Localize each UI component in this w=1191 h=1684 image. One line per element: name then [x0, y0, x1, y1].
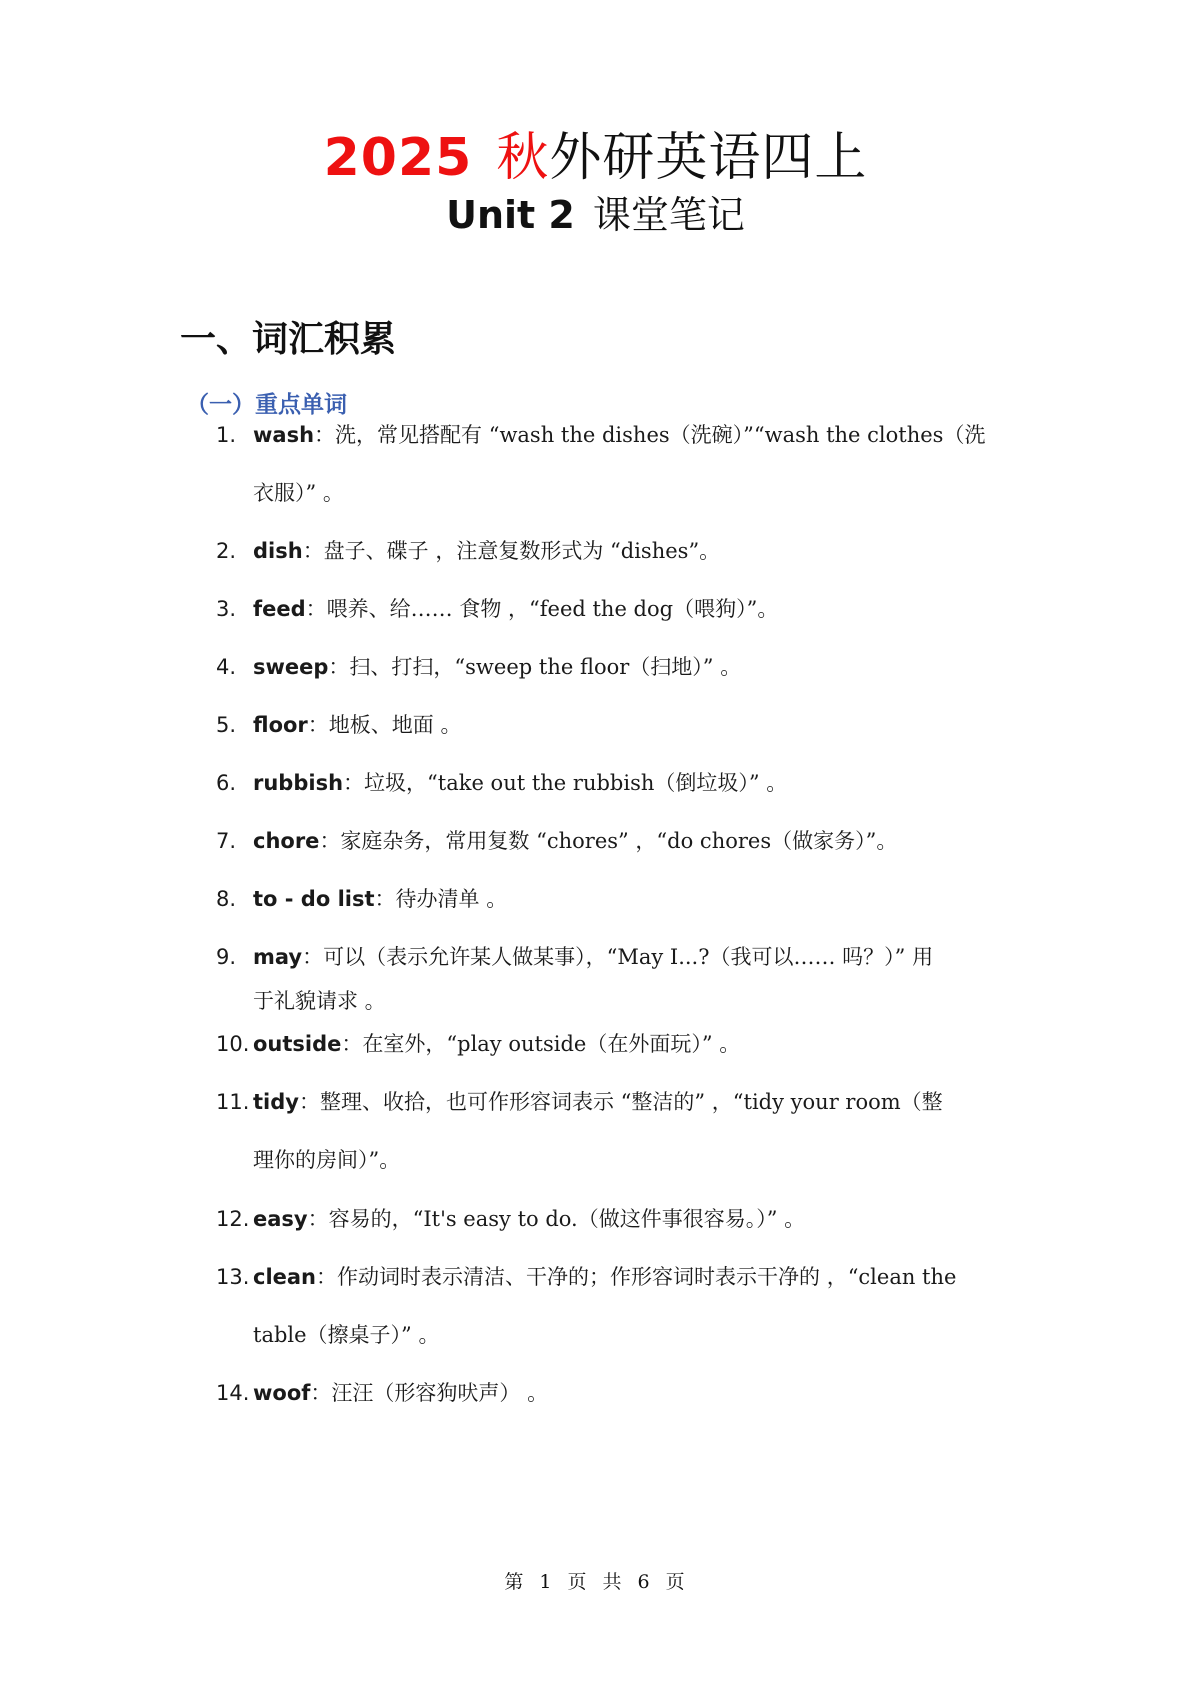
vocab-word: tidy: [253, 1090, 299, 1114]
vocab-item-outside: [216, 1029, 1016, 1059]
vocab-definition: ：家庭杂务，常用复数 “chores” ，“do chores（做家务）”。: [319, 829, 898, 853]
vocab-item-woof: [216, 1378, 1016, 1408]
item-number: 11.: [216, 1090, 250, 1114]
item-number: 9.: [216, 945, 237, 969]
vocab-word: easy: [253, 1207, 308, 1231]
item-number: 4.: [216, 655, 237, 679]
vocab-definition: ：盘子、碟子 ，注意复数形式为 “dishes”。: [302, 539, 721, 563]
vocab-definition: ：容易的，“It's easy to do.（做这件事很容易。）” 。: [307, 1207, 806, 1231]
vocab-item-may: [216, 942, 1016, 1016]
vocab-word: dish: [253, 539, 303, 563]
vocab-word: sweep: [253, 655, 329, 679]
vocab-item-rubbish: [216, 768, 1016, 798]
vocab-definition: ：整理、收拾，也可作形容词表示 “整洁的” ，“tidy your room（整: [298, 1090, 943, 1114]
vocab-definition: ：地板、地面 。: [307, 713, 462, 737]
title-season: 秋: [496, 127, 550, 188]
section-heading: 一、词汇积累: [180, 317, 397, 360]
vocab-definition: ：洗，常见搭配有 “wash the dishes（洗碗）”“wash the clothes（洗: [314, 423, 986, 447]
vocab-item-dish: [216, 536, 1016, 566]
vocab-definition: ：汪汪（形容狗吠声） 。: [310, 1381, 549, 1405]
vocab-item-to-do-list: [216, 884, 1016, 914]
subtitle-label: 课堂笔记: [592, 193, 745, 237]
vocab-definition-cont: 衣服）” 。: [253, 481, 344, 505]
vocab-definition-cont: table（擦桌子）” 。: [253, 1323, 440, 1347]
title-rest: 外研英语四上: [549, 127, 868, 188]
item-number: 6.: [216, 771, 237, 795]
vocab-word: chore: [253, 829, 320, 853]
vocab-word: outside: [253, 1032, 342, 1056]
vocab-definition: ：作动词时表示清洁、干净的；作形容词时表示干净的 ，“clean the: [316, 1265, 957, 1289]
vocab-item-easy: [216, 1204, 1016, 1234]
item-number: 5.: [216, 713, 237, 737]
vocab-word: floor: [253, 713, 308, 737]
vocab-definition: ：可以（表示允许某人做某事），“May I...?（我可以…… 吗？）” 用: [302, 945, 934, 969]
page-number-footer: 第 1 页 共 6 页: [504, 1571, 687, 1593]
vocab-word: to - do list: [253, 887, 375, 911]
vocab-word: may: [253, 945, 303, 969]
item-number: 12.: [216, 1207, 250, 1231]
vocab-definition: ：待办清单 。: [374, 887, 508, 911]
vocab-definition: ：在室外，“play outside（在外面玩）” 。: [341, 1032, 741, 1056]
item-number: 13.: [216, 1265, 250, 1289]
vocab-definition-cont: 理你的房间）”。: [253, 1148, 401, 1172]
item-number: 8.: [216, 887, 237, 911]
item-number: 3.: [216, 597, 237, 621]
vocab-word: woof: [253, 1381, 311, 1405]
item-number: 7.: [216, 829, 237, 853]
item-number: 10.: [216, 1032, 250, 1056]
document-subtitle: [0, 190, 1191, 240]
vocab-item-clean: [216, 1262, 1016, 1350]
item-number: 1.: [216, 423, 237, 447]
item-number: 14.: [216, 1381, 250, 1405]
title-year: 2025: [323, 127, 473, 188]
vocab-word: wash: [253, 423, 315, 447]
item-number: 2.: [216, 539, 237, 563]
vocab-item-tidy: [216, 1087, 1016, 1175]
vocab-word: clean: [253, 1265, 317, 1289]
section-subheading: （一）重点单词: [186, 392, 347, 418]
vocab-definition: ：喂养、给…… 食物 ，“feed the dog（喂狗）”。: [305, 597, 779, 621]
vocab-item-wash: [216, 420, 1016, 508]
subtitle-unit: Unit 2: [446, 193, 575, 237]
vocab-word: feed: [253, 597, 306, 621]
vocab-word: rubbish: [253, 771, 344, 795]
document-title: [0, 123, 1191, 193]
vocab-item-feed: [216, 594, 1016, 624]
vocab-item-floor: [216, 710, 1016, 740]
vocab-item-chore: [216, 826, 1016, 856]
vocab-definition: ：垃圾，“take out the rubbish（倒垃圾）” 。: [343, 771, 788, 795]
vocab-definition-cont: 于礼貌请求 。: [253, 989, 386, 1013]
vocab-item-sweep: [216, 652, 1016, 682]
vocab-definition: ：扫、打扫，“sweep the floor（扫地）” 。: [328, 655, 742, 679]
